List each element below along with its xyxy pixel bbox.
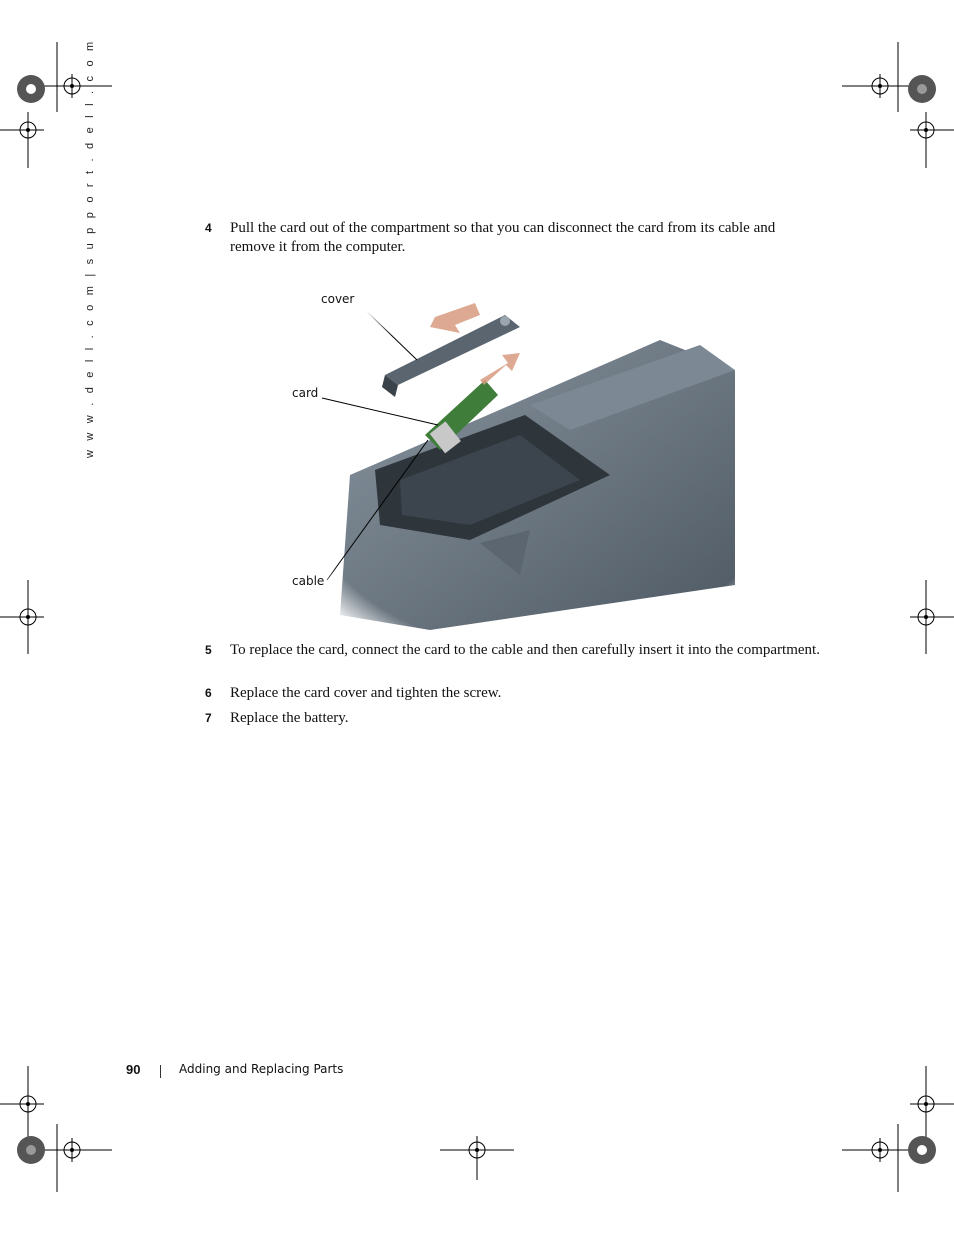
step-text: Pull the card out of the compartment so that you can disconnect the card from its cable and remove it from the computer.: [230, 220, 776, 255]
footer-section-title: Adding and Replacing Parts: [179, 1062, 344, 1076]
step-text: Replace the battery.: [230, 710, 349, 726]
step-number: 5: [205, 643, 212, 657]
step-7: [205, 709, 820, 728]
callout-cable: cable: [292, 574, 325, 588]
sidebar-url: [84, 38, 98, 462]
callout-cover: cover: [321, 292, 355, 306]
step-6: [205, 684, 820, 703]
step-number: 6: [205, 686, 212, 700]
computer-compartment-drawing: [280, 285, 750, 630]
card-removal-illustration: [280, 285, 750, 630]
step-text: To replace the card, connect the card to the cable and then carefully insert it into the compartment.: [230, 642, 820, 658]
sidebar-url-text: w w w . d e l l . c o m | s u p p o r t . d e l l . c o m: [84, 38, 96, 458]
step-number: 7: [205, 711, 212, 725]
step-5: [205, 641, 820, 660]
callout-card: card: [292, 386, 319, 400]
page-number: 90: [126, 1062, 141, 1077]
step-text: Replace the card cover and tighten the screw.: [230, 685, 502, 701]
step-4: [205, 219, 820, 257]
footer-divider: [160, 1065, 161, 1078]
step-number: 4: [205, 221, 212, 235]
